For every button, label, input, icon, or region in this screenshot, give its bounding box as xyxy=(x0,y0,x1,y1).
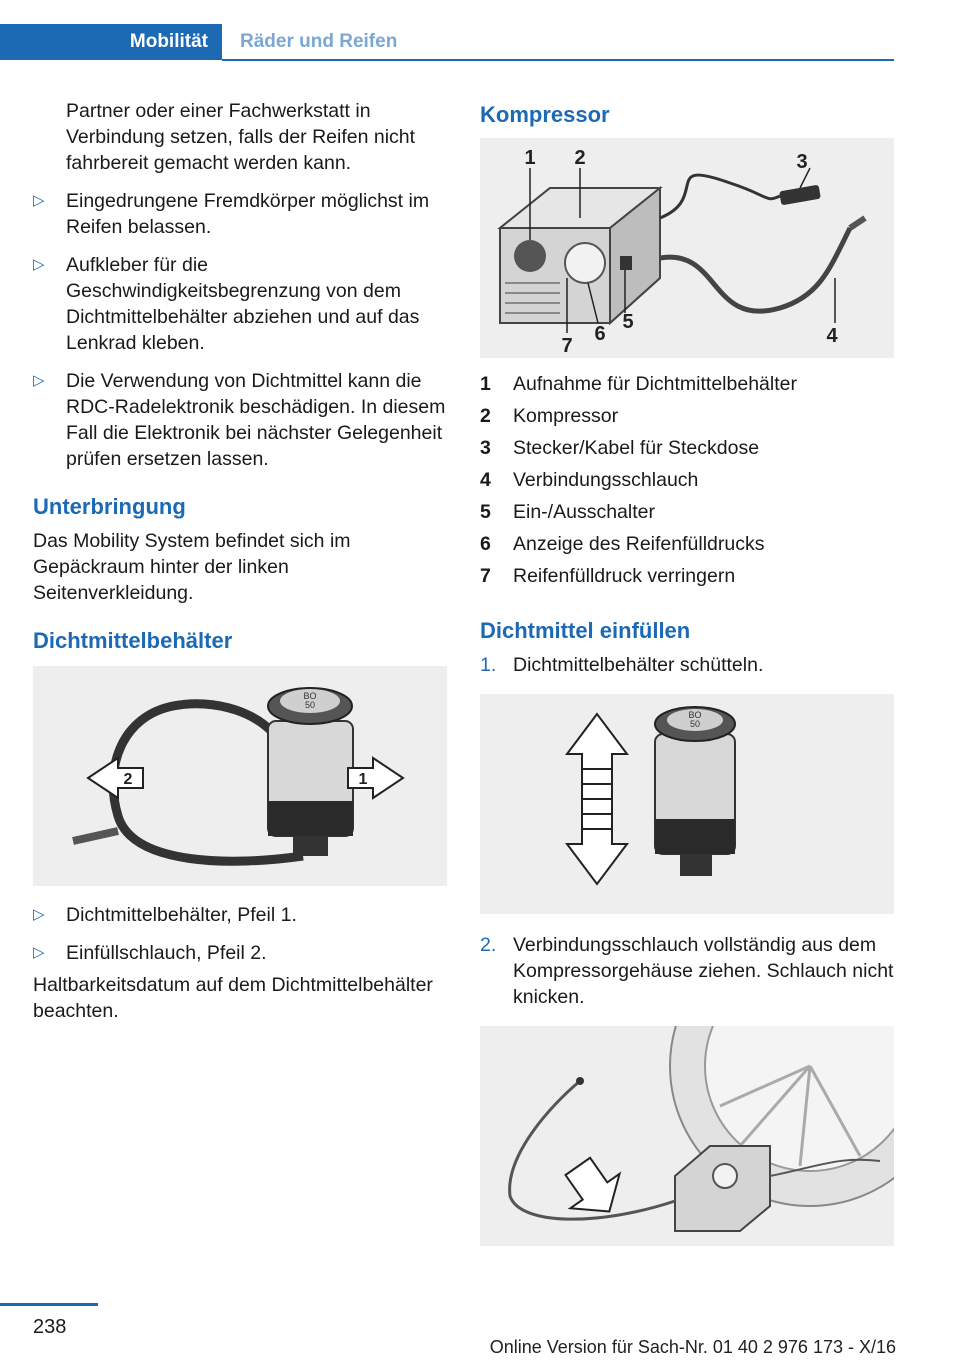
online-version-text: Online Version für Sach-Nr. 01 40 2 976 173 - X/16 xyxy=(489,1337,896,1357)
container-note: Haltbarkeitsdatum auf dem Dichtmittelbehälter beachten. xyxy=(33,974,433,1022)
step-item: 2. Verbindungsschlauch vollständig aus dem Kompressorgehäuse ziehen. Schlauch nicht knicken. xyxy=(480,934,894,1008)
container-heading: Dichtmittelbehälter xyxy=(33,628,233,653)
arrow-1-label: 1 xyxy=(358,771,368,788)
list-item: ▷ Eingedrungene Fremdkörper möglichst im Reifen belassen. xyxy=(33,190,430,238)
cap-label-top: BO xyxy=(303,691,317,701)
container-base xyxy=(655,819,735,854)
hose-pull-figure xyxy=(480,1026,894,1246)
pressure-gauge xyxy=(713,1164,737,1188)
compressor-heading: Kompressor xyxy=(480,102,610,127)
sealant-container-illustration xyxy=(33,666,447,886)
fill-heading: Dichtmittel einfüllen xyxy=(480,618,691,643)
compressor-figure xyxy=(480,138,894,358)
container-socket xyxy=(514,240,546,272)
hose-pull-illustration xyxy=(480,1026,894,1246)
container-valve xyxy=(680,854,712,876)
legend-item: 3 Stecker/Kabel für Steckdose xyxy=(480,437,760,459)
callout-7: 7 xyxy=(561,335,573,357)
triangle-bullet-icon: ▷ xyxy=(33,256,45,273)
arrow-1-shape xyxy=(348,758,403,798)
intro-text: Partner oder einer Fachwerkstatt in Verbindung setzen, falls der Reifen nicht fahrbereit gemacht werden kann. xyxy=(66,100,416,174)
triangle-bullet-icon: ▷ xyxy=(33,906,45,923)
chapter-label: Räder und Reifen xyxy=(240,31,398,52)
legend-item: 4 Verbindungsschlauch xyxy=(480,469,699,491)
cap-label-bottom: 50 xyxy=(689,719,701,729)
callout-4: 4 xyxy=(826,325,838,347)
hose-shape xyxy=(660,228,850,311)
legend-item: 1 Aufnahme für Dichtmittelbehälter xyxy=(480,373,797,395)
triangle-bullet-icon: ▷ xyxy=(33,372,45,389)
pull-arrow-shape xyxy=(553,1149,634,1228)
hose-end-shape xyxy=(576,1077,584,1085)
callout-1: 1 xyxy=(524,147,536,169)
list-item: ▷ Einfüllschlauch, Pfeil 2. xyxy=(33,942,267,964)
page-number: 238 xyxy=(33,1316,67,1338)
callout-6: 6 xyxy=(594,323,606,345)
list-item: ▷ Dichtmittelbehälter, Pfeil 1. xyxy=(33,904,297,926)
list-item: ▷ Aufkleber für die Geschwindigkeitsbegrenzung von dem Dichtmittelbehälter abziehen und auf das Lenkrad kleben. xyxy=(33,254,420,354)
power-switch xyxy=(620,256,632,270)
triangle-bullet-icon: ▷ xyxy=(33,944,45,961)
container-base xyxy=(268,801,353,836)
shake-container-illustration xyxy=(480,694,894,914)
callout-2: 2 xyxy=(574,147,586,169)
storage-text: Das Mobility System befindet sich im Gepäckraum hinter der linken Seitenverkleidung. xyxy=(33,530,351,604)
callout-5: 5 xyxy=(622,311,634,333)
legend-item: 2 Kompressor xyxy=(480,405,619,427)
callout-3: 3 xyxy=(796,151,808,173)
arrow-2-label: 2 xyxy=(123,771,133,788)
step-item: 1. Dichtmittelbehälter schütteln. xyxy=(480,654,764,676)
triangle-bullet-icon: ▷ xyxy=(33,192,45,209)
container-figure xyxy=(33,666,447,886)
legend-list xyxy=(480,368,896,592)
list-item: ▷ Die Verwendung von Dichtmittel kann die RDC-Radelektronik beschädigen. In diesem Fall die Elektronik bei nächster Gelegenheit prüfen ersetzen lassen. xyxy=(33,370,446,470)
hose-end-shape xyxy=(73,831,118,841)
legend-item: 7 Reifenfülldruck verringern xyxy=(480,565,736,587)
hose-end-shape xyxy=(850,218,865,228)
right-column xyxy=(480,100,896,1262)
pressure-gauge xyxy=(565,243,605,283)
page-header xyxy=(0,0,960,62)
legend-item: 6 Anzeige des Reifenfülldrucks xyxy=(480,533,765,555)
cable-shape xyxy=(660,175,780,218)
left-column xyxy=(33,98,449,1036)
legend-item: 5 Ein-/Ausschalter xyxy=(480,501,655,523)
arrow-2-shape xyxy=(88,758,143,798)
header-rule xyxy=(222,59,894,61)
container-valve xyxy=(293,836,328,856)
section-tab xyxy=(0,24,222,60)
footer-rule xyxy=(0,1303,98,1306)
cap-label-top: BO xyxy=(688,710,702,720)
cap-label-bottom: 50 xyxy=(304,700,316,710)
shake-figure xyxy=(480,694,894,914)
storage-heading: Unterbringung xyxy=(33,494,186,519)
compressor-illustration xyxy=(480,138,894,358)
section-label: Mobilität xyxy=(129,31,208,52)
